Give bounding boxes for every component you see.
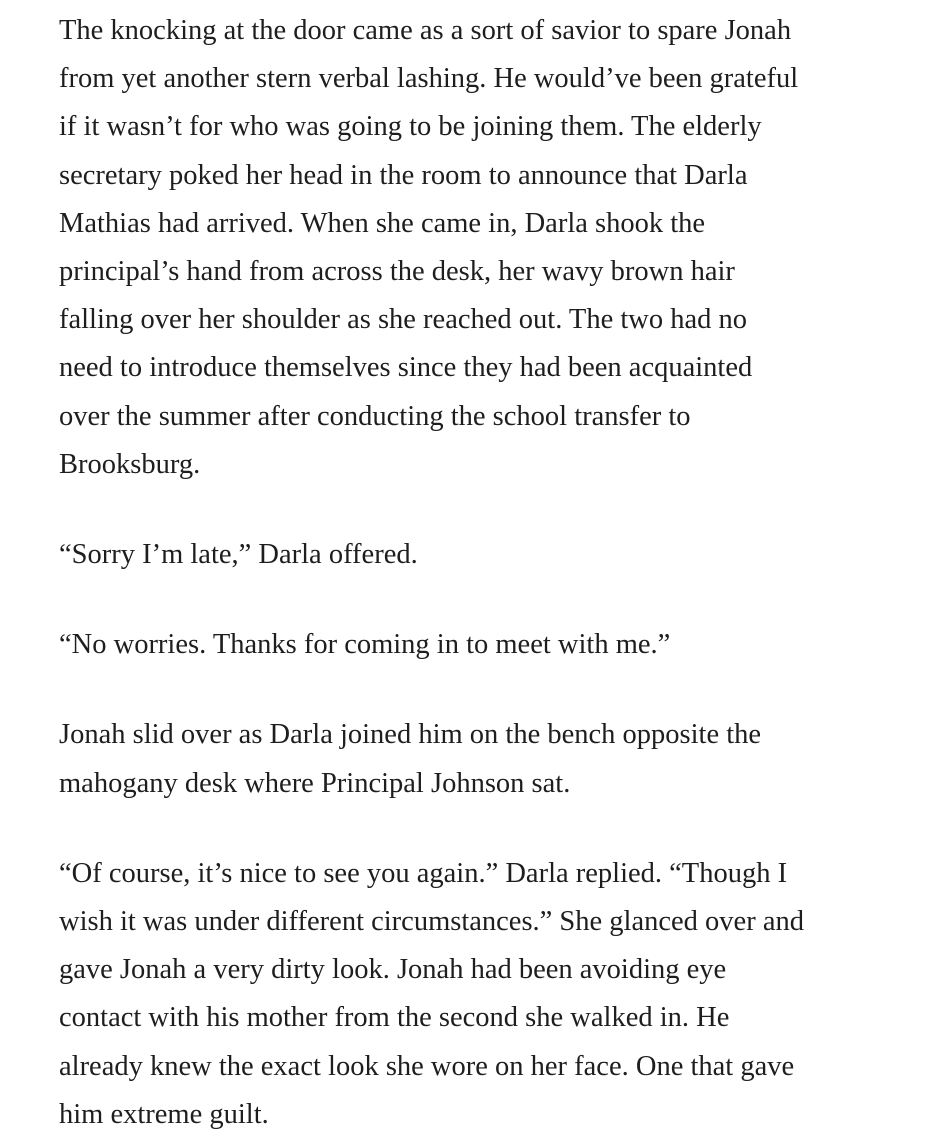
- text-line: Mathias had arrived. When she came in, Darla shook the: [59, 207, 706, 239]
- text-line: principal’s hand from across the desk, her wavy brown hair: [59, 256, 735, 288]
- text-line: from yet another stern verbal lashing. He would’ve been grateful: [59, 63, 799, 95]
- paragraph-spacer: [59, 669, 889, 711]
- text-line: The knocking at the door came as a sort of savior to spare Jonah: [59, 15, 792, 46]
- document-body: [59, 7, 889, 1139]
- text-line: already knew the exact look she wore on her face. One that gave: [59, 1050, 795, 1082]
- paragraph-4: [59, 711, 889, 807]
- paragraph-3: [59, 621, 889, 669]
- text-line: need to introduce themselves since they had been acquainted: [59, 352, 753, 384]
- text-line: Jonah slid over as Darla joined him on the bench opposite the: [59, 719, 762, 751]
- text-line: over the summer after conducting the school transfer to: [59, 400, 691, 432]
- text-line: if it wasn’t for who was going to be joining them. The elderly: [59, 111, 762, 143]
- text-line: falling over her shoulder as she reached out. The two had no: [59, 304, 748, 336]
- text-line: contact with his mother from the second she walked in. He: [59, 1002, 730, 1034]
- paragraph-spacer: [59, 489, 889, 531]
- text-line: “No worries. Thanks for coming in to meet with me.”: [59, 629, 671, 661]
- text-line: secretary poked her head in the room to announce that Darla: [59, 159, 748, 191]
- text-line: Brooksburg.: [59, 448, 201, 480]
- paragraph-1: [59, 7, 889, 489]
- text-line: gave Jonah a very dirty look. Jonah had been avoiding eye: [59, 954, 727, 986]
- paragraph-2: [59, 531, 889, 579]
- paragraph-spacer: [59, 808, 889, 850]
- text-line: “Of course, it’s nice to see you again.” Darla replied. “Though I: [59, 857, 788, 889]
- text-line: “Sorry I’m late,” Darla offered.: [59, 539, 418, 571]
- text-line: mahogany desk where Principal Johnson sat.: [59, 767, 571, 799]
- paragraph-spacer: [59, 579, 889, 621]
- text-line: him extreme guilt.: [59, 1098, 269, 1130]
- paragraph-5: [59, 850, 889, 1139]
- text-line: wish it was under different circumstances.” She glanced over and: [59, 906, 804, 938]
